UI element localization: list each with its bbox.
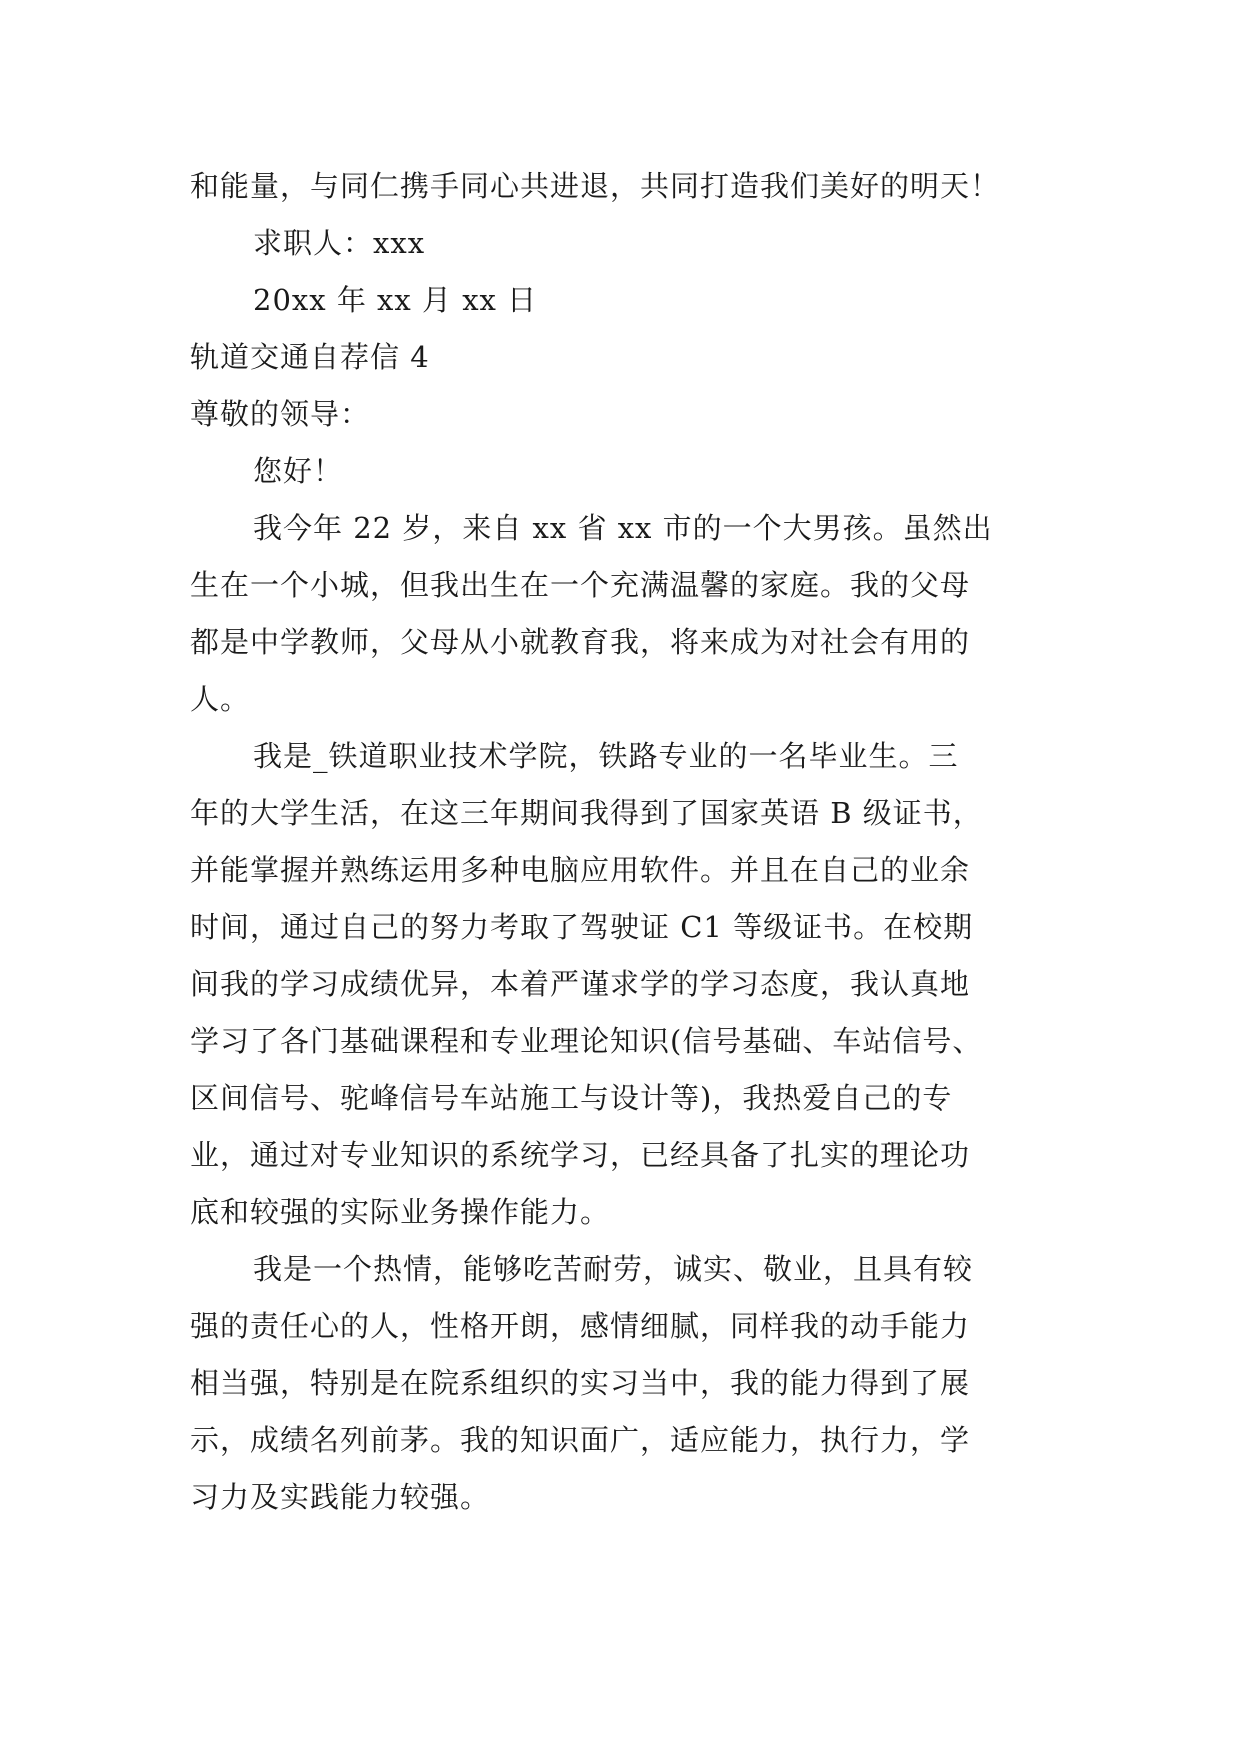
text-line: 底和较强的实际业务操作能力。 [190, 1195, 611, 1229]
date-line: 20xx 年 xx 月 xx 日 [253, 283, 538, 317]
text-line: 和能量，与同仁携手同心共进退，共同打造我们美好的明天！ [190, 169, 1001, 203]
text-line: 业，通过对专业知识的系统学习，已经具备了扎实的理论功 [190, 1138, 971, 1172]
text-line: 时间，通过自己的努力考取了驾驶证 C1 等级证书。在校期 [190, 910, 974, 944]
text-line: 我是一个热情，能够吃苦耐劳，诚实、敬业，且具有较 [253, 1252, 974, 1286]
applicant-signature-line: 求职人：xxx [253, 226, 426, 260]
text-line: 都是中学教师，父母从小就教育我，将来成为对社会有用的 [190, 625, 971, 659]
salutation: 尊敬的领导： [190, 397, 371, 431]
text-line: 人。 [190, 682, 251, 716]
text-line: 强的责任心的人，性格开朗，感情细腻，同样我的动手能力 [190, 1309, 971, 1343]
greeting: 您好！ [253, 454, 344, 488]
text-line: 我今年 22 岁，来自 xx 省 xx 市的一个大男孩。虽然出 [253, 511, 993, 545]
text-line: 相当强，特别是在院系组织的实习当中，我的能力得到了展 [190, 1366, 971, 1400]
document-body [190, 158, 1050, 1526]
text-line: 生在一个小城，但我出生在一个充满温馨的家庭。我的父母 [190, 568, 971, 602]
text-line: 年的大学生活，在这三年期间我得到了国家英语 B 级证书， [190, 796, 983, 830]
text-line: 学习了各门基础课程和专业理论知识(信号基础、车站信号、 [190, 1024, 983, 1058]
text-line: 我是_铁道职业技术学院，铁路专业的一名毕业生。三 [253, 739, 959, 773]
text-line: 区间信号、驼峰信号车站施工与设计等)，我热爱自己的专 [190, 1081, 953, 1115]
text-line: 间我的学习成绩优异，本着严谨求学的学习态度，我认真地 [190, 967, 971, 1001]
text-line: 并能掌握并熟练运用多种电脑应用软件。并且在自己的业余 [190, 853, 971, 887]
section-title: 轨道交通自荐信 4 [190, 340, 430, 374]
text-line: 习力及实践能力较强。 [190, 1480, 491, 1514]
text-line: 示，成绩名列前茅。我的知识面广，适应能力，执行力，学 [190, 1423, 971, 1457]
